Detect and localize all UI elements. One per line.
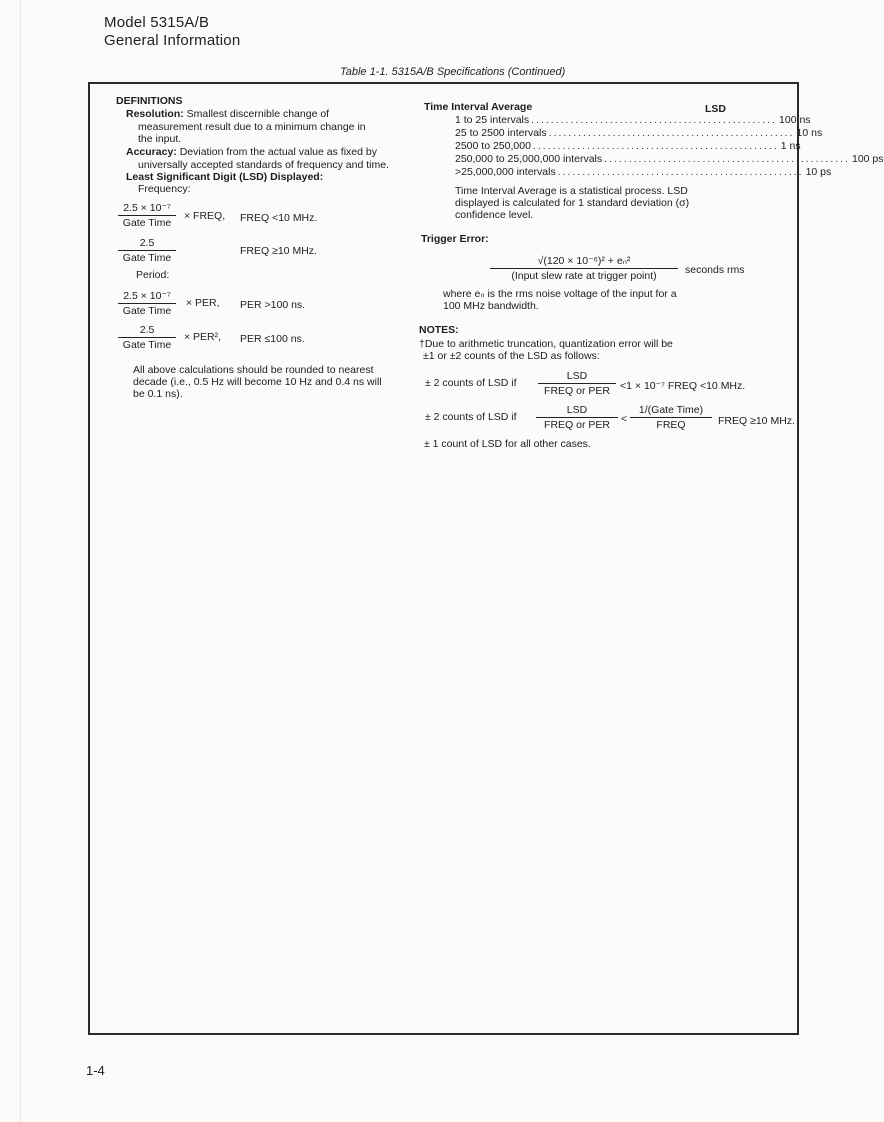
rounding-line-1: All above calculations should be rounded to nearest [133, 364, 374, 376]
fraction-denominator: Gate Time [122, 305, 172, 317]
binding-margin-line [20, 0, 21, 1122]
where-line-2: 100 MHz bandwidth. [443, 300, 539, 312]
tia-note-line-3: confidence level. [455, 209, 534, 221]
tia-row-value: 10 ps [805, 166, 832, 178]
fraction-numerator: LSD [538, 370, 616, 384]
where-line-1: where eₙ is the rms noise voltage of the input for a [443, 288, 677, 300]
note-rule-1-fraction [538, 370, 616, 397]
trigger-error-unit: seconds rms [685, 264, 745, 276]
resolution-label: Resolution: [126, 108, 184, 120]
lsd-column-header: LSD [705, 103, 726, 115]
resolution-line-2: measurement result due to a minimum change in [138, 121, 366, 133]
note-rule-2-less-than: < [621, 413, 628, 425]
freq-formula-2-condition: FREQ ≥10 MHz. [240, 245, 317, 257]
tia-row-label: 2500 to 250,000 [455, 140, 531, 152]
header-model: Model 5315A/B [104, 14, 210, 31]
leader-dots: .................................................. [604, 153, 850, 165]
freq-formula-1-mult: × FREQ, [184, 210, 226, 222]
fraction-denominator: Gate Time [122, 339, 172, 351]
trigger-error-fraction [490, 255, 678, 282]
tia-heading: Time Interval Average [424, 101, 533, 113]
resolution-line-3: the input. [138, 133, 182, 145]
fraction-denominator: FREQ [656, 419, 686, 431]
period-label: Period: [136, 269, 170, 281]
page-number: 1-4 [86, 1063, 105, 1078]
resolution-text: Smallest discernible change of [186, 108, 330, 120]
table-frame [88, 82, 799, 1035]
leader-dots: .................................................. [557, 166, 804, 178]
tia-row [455, 166, 832, 178]
notes-line-1: †Due to arithmetic truncation, quantization error will be [419, 338, 673, 350]
fraction-denominator: Gate Time [122, 252, 172, 264]
note-rule-2-condition: FREQ ≥10 MHz. [718, 415, 795, 427]
tia-row-value: 10 ns [796, 127, 823, 139]
freq-formula-2-fraction [118, 237, 176, 264]
tia-note-line-1: Time Interval Average is a statistical process. LSD [455, 185, 688, 197]
rounding-line-2: decade (i.e., 0.5 Hz will become 10 Hz and 0.4 ns will [133, 376, 382, 388]
fraction-numerator: 2.5 × 10⁻⁷ [118, 202, 176, 216]
period-formula-1-fraction [118, 290, 176, 317]
tia-row-value: 100 ns [779, 114, 811, 126]
tia-row-label: >25,000,000 intervals [455, 166, 556, 178]
fraction-numerator: 2.5 [118, 324, 176, 338]
trigger-error-heading: Trigger Error: [421, 233, 489, 245]
note-rule-1-condition: <1 × 10⁻⁷ FREQ <10 MHz. [620, 380, 746, 392]
table-caption: Table 1-1. 5315A/B Specifications (Continued) [340, 66, 566, 78]
tia-row-value: 100 ps [852, 153, 884, 165]
fraction-numerator: 2.5 × 10⁻⁷ [118, 290, 176, 304]
period-formula-2-condition: PER ≤100 ns. [240, 333, 305, 345]
definitions-heading: DEFINITIONS [116, 95, 183, 107]
tia-row [455, 153, 884, 165]
freq-formula-1-condition: FREQ <10 MHz. [240, 212, 318, 224]
frequency-label: Frequency: [138, 183, 191, 195]
tia-note-line-2: displayed is calculated for 1 standard deviation (σ) [455, 197, 690, 209]
notes-line-2: ±1 or ±2 counts of the LSD as follows: [423, 350, 600, 362]
accuracy-label: Accuracy: [126, 146, 177, 158]
fraction-denominator: FREQ or PER [544, 419, 610, 431]
tia-row [455, 114, 811, 126]
leader-dots: .................................................. [532, 140, 779, 152]
notes-heading: NOTES: [419, 324, 459, 336]
fraction-numerator: 2.5 [118, 237, 176, 251]
tia-row [455, 140, 801, 152]
note-rule-2-prefix: ± 2 counts of LSD if [425, 411, 517, 423]
period-formula-2-mult: × PER², [184, 331, 222, 343]
tia-row [455, 127, 823, 139]
tia-row-label: 1 to 25 intervals [455, 114, 530, 126]
lsd-heading: Least Significant Digit (LSD) Displayed: [126, 171, 324, 183]
note-rule-3: ± 1 count of LSD for all other cases. [424, 438, 591, 450]
period-formula-1-condition: PER >100 ns. [240, 299, 306, 311]
fraction-denominator: (Input slew rate at trigger point) [511, 270, 657, 282]
tia-row-label: 250,000 to 25,000,000 intervals [455, 153, 603, 165]
tia-row-label: 25 to 2500 intervals [455, 127, 547, 139]
period-formula-1-mult: × PER, [186, 297, 220, 309]
accuracy-line-2: universally accepted standards of frequency and time. [138, 159, 389, 171]
note-rule-2-fraction [536, 404, 618, 431]
resolution-line-1 [126, 108, 329, 120]
accuracy-line-1 [126, 146, 377, 158]
period-formula-2-fraction [118, 324, 176, 351]
fraction-numerator: LSD [536, 404, 618, 418]
leader-dots: .................................................. [531, 114, 778, 126]
fraction-denominator: Gate Time [122, 217, 172, 229]
tia-row-value: 1 ns [780, 140, 801, 152]
rounding-line-3: be 0.1 ns). [133, 388, 183, 400]
note-rule-1-prefix: ± 2 counts of LSD if [425, 377, 517, 389]
freq-formula-1-fraction [118, 202, 176, 229]
fraction-numerator: 1/(Gate Time) [630, 404, 712, 418]
header-section: General Information [104, 32, 241, 49]
note-rule-2-fraction-2 [630, 404, 712, 431]
leader-dots: .................................................. [548, 127, 795, 139]
fraction-numerator: √(120 × 10⁻⁶)² + eₙ² [490, 255, 678, 269]
fraction-denominator: FREQ or PER [544, 385, 610, 397]
accuracy-text: Deviation from the actual value as fixed by [179, 146, 377, 158]
